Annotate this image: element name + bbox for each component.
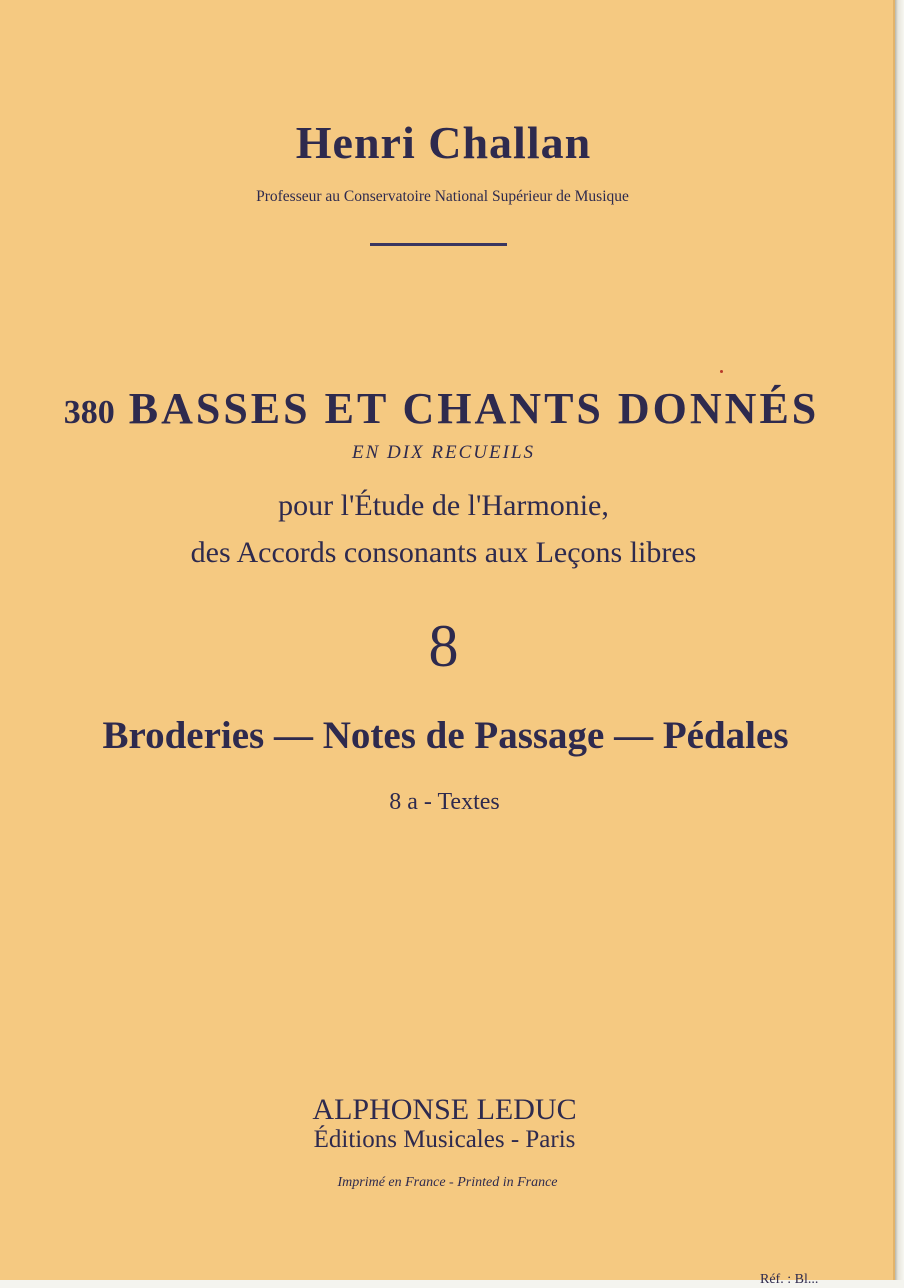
volume-subtitle: Broderies — Notes de Passage — Pédales [102, 714, 789, 757]
purpose-line-1: pour l'Étude de l'Harmonie, [278, 489, 609, 522]
volume-number: 8 [428, 613, 459, 679]
page-edge [895, 0, 904, 1280]
volume-part: 8 a - Textes [389, 789, 500, 815]
collection-count: 380 [63, 394, 115, 431]
collection-volumes: EN DIX RECUEILS [351, 442, 536, 463]
author-name: Henri Challan [295, 117, 592, 168]
author-affiliation: Professeur au Conservatoire National Supérieur de Musique [256, 188, 629, 205]
publisher-location: Éditions Musicales - Paris [313, 1126, 576, 1153]
publisher-name: ALPHONSE LEDUC [312, 1093, 577, 1126]
collection-title-text: BASSES ET CHANTS DONNÉS [128, 384, 820, 433]
paper-speck [720, 370, 723, 373]
reference-code: Réf. : Bl... [760, 1272, 819, 1287]
purpose-line-2: des Accords consonants aux Leçons libres [190, 536, 697, 569]
printed-in-france: Imprimé en France - Printed in France [337, 1175, 558, 1190]
collection-title [0, 383, 889, 434]
divider-rule [370, 243, 507, 246]
